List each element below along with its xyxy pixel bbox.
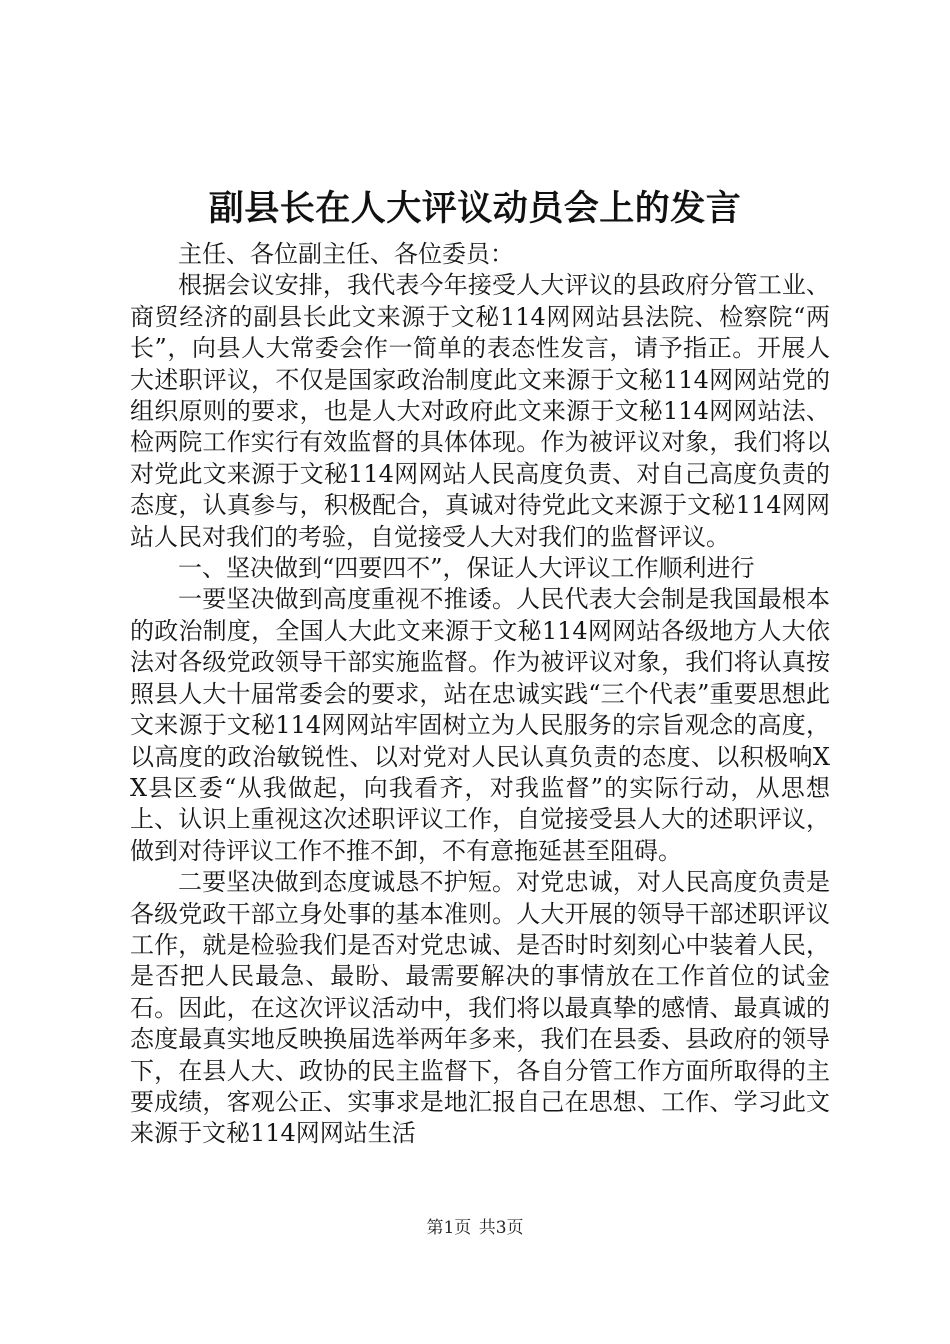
page-number: 第1页	[426, 1218, 472, 1238]
point-one-paragraph: 一要坚决做到高度重视不推诿。人民代表大会制是我国最根本的政治制度，全国人大此文来源于文秘114网网站各级地方人大依法对各级党政领导干部实施监督。作为被评议对象，我们将认真按照县人大十届常委会的要求，站在忠诚实践“三个代表”重要思想此文来源于文秘114网网站牢固树立为人民服务的宗旨观念的高度，以高度的政治敏锐性、以对党对人民认真负责的态度、以积极响XX县区委“从我做起，向我看齐，对我监督”的实际行动，从思想上、认识上重视这次述职评议工作，自觉接受县人大的述职评议，做到对待评议工作不推不卸，不有意拖延甚至阻碍。	[130, 585, 830, 865]
page-total: 共3页	[478, 1218, 524, 1238]
document-title: 副县长在人大评议动员会上的发言	[208, 189, 742, 229]
salutation-paragraph: 主任、各位副主任、各位委员：	[178, 240, 514, 268]
page-footer	[0, 1216, 950, 1240]
point-two-paragraph: 二要坚决做到态度诚恳不护短。对党忠诚，对人民高度负责是各级党政干部立身处事的基本准则。人大开展的领导干部述职评议工作，就是检验我们是否对党忠诚、是否时时刻刻心中装着人民，是否把人民最急、最盼、最需要解决的事情放在工作首位的试金石。因此，在这次评议活动中，我们将以最真挚的感情、最真诚的态度最真实地反映换届选举两年多来，我们在县委、县政府的领导下，在县人大、政协的民主监督下，各自分管工作方面所取得的主要成绩，客观公正、实事求是地汇报自己在思想、工作、学习此文来源于文秘114网网站生活	[130, 868, 830, 1148]
intro-paragraph: 根据会议安排，我代表今年接受人大评议的县政府分管工业、商贸经济的副县长此文来源于文秘114网网站县法院、检察院“两长”，向县人大常委会作一简单的表态性发言，请予指正。开展人大述职评议，不仅是国家政治制度此文来源于文秘114网网站党的组织原则的要求，也是人大对政府此文来源于文秘114网网站法、检两院工作实行有效监督的具体体现。作为被评议对象，我们将以对党此文来源于文秘114网网站人民高度负责、对自己高度负责的态度，认真参与，积极配合，真诚对待党此文来源于文秘114网网站人民对我们的考验，自觉接受人大对我们的监督评议。	[130, 271, 830, 551]
section-heading: 一、坚决做到“四要四不”，保证人大评议工作顺利进行	[178, 554, 755, 583]
document-body	[130, 239, 830, 1150]
